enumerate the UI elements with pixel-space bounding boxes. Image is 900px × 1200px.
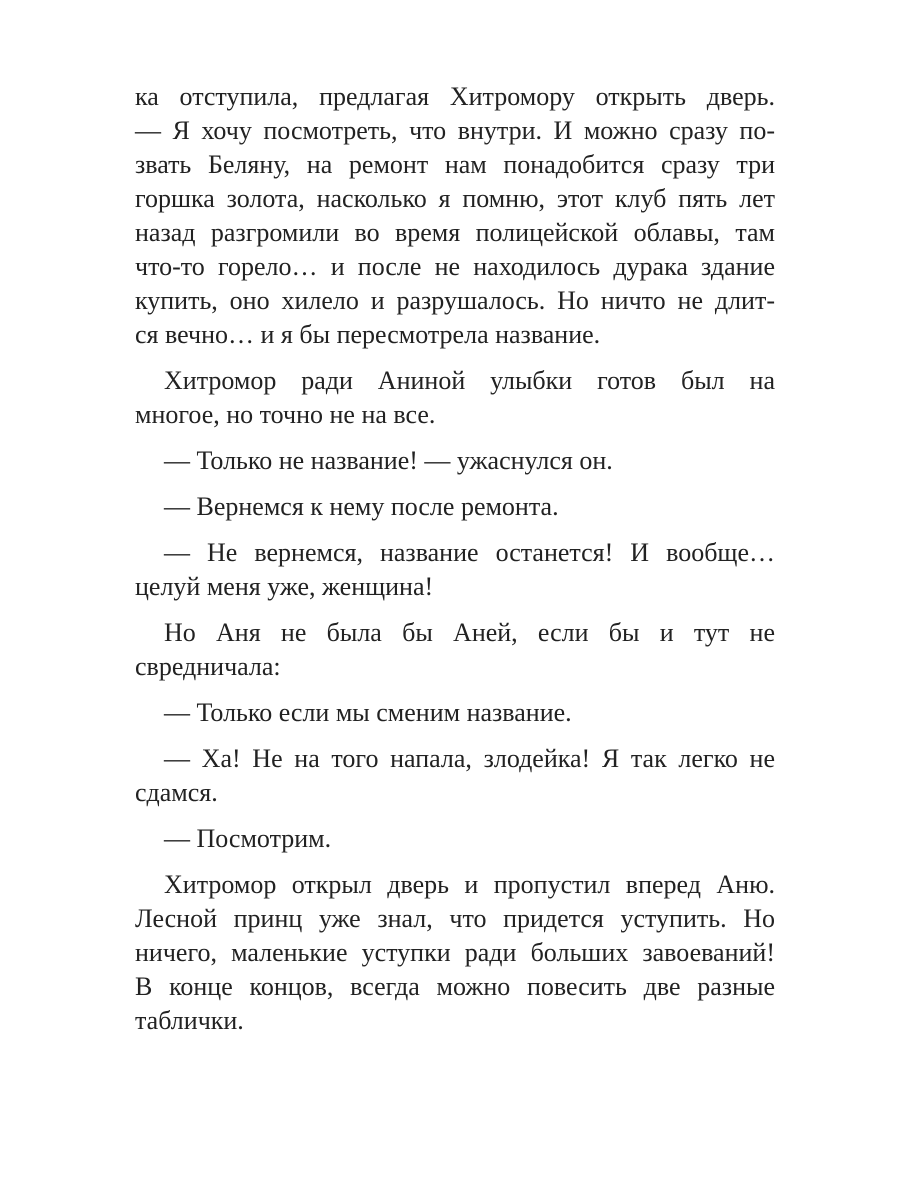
text-line: ничего, маленькие уступки ради больших завоеваний! [135, 938, 775, 967]
text-line: — Я хочу посмотреть, что внутри. И можно сразу по- [135, 116, 775, 145]
text-line: — Вернемся к нему после ремонта. [164, 492, 559, 521]
text-line: что-то горело… и после не находилось дурака здание [135, 252, 775, 281]
text-line: ка отступила, предлагая Хитромору открыть дверь. [135, 82, 775, 111]
paragraph [135, 536, 775, 604]
paragraph [135, 490, 775, 524]
paragraph [135, 868, 775, 1038]
text-line: — Только если мы сменим название. [164, 698, 572, 727]
text-line: — Не вернемся, название останется! И вообще… [164, 538, 775, 567]
text-line: — Только не название! — ужаснулся он. [164, 446, 613, 475]
text-line: Хитромор ради Аниной улыбки готов был на [164, 366, 775, 395]
paragraph [135, 444, 775, 478]
text-line: купить, оно хилело и разрушалось. Но ничто не длит- [135, 286, 775, 315]
text-line: звать Беляну, на ремонт нам понадобится сразу три [135, 150, 775, 179]
text-line: Лесной принц уже знал, что придется уступить. Но [135, 904, 775, 933]
text-line: В конце концов, всегда можно повесить две разные [135, 972, 775, 1001]
text-line: свредничала: [135, 652, 281, 681]
text-line: целуй меня уже, женщина! [135, 572, 434, 601]
paragraph [135, 742, 775, 810]
text-line: многое, но точно не на все. [135, 400, 436, 429]
paragraph [135, 822, 775, 856]
paragraph [135, 696, 775, 730]
text-line: — Посмотрим. [164, 824, 332, 853]
text-line: Хитромор открыл дверь и пропустил вперед Аню. [164, 870, 775, 899]
text-line: сдамся. [135, 778, 218, 807]
text-line: горшка золота, насколько я помню, этот клуб пять лет [135, 184, 775, 213]
paragraph [135, 616, 775, 684]
text-line: ся вечно… и я бы пересмотрела название. [135, 320, 601, 349]
text-line: — Ха! Не на того напала, злодейка! Я так легко не [164, 744, 775, 773]
paragraph [135, 364, 775, 432]
page-text [135, 80, 775, 1038]
text-line: Но Аня не была бы Аней, если бы и тут не [164, 618, 775, 647]
text-line: назад разгромили во время полицейской облавы, там [135, 218, 775, 247]
text-line: таблички. [135, 1006, 244, 1035]
paragraph [135, 80, 775, 352]
